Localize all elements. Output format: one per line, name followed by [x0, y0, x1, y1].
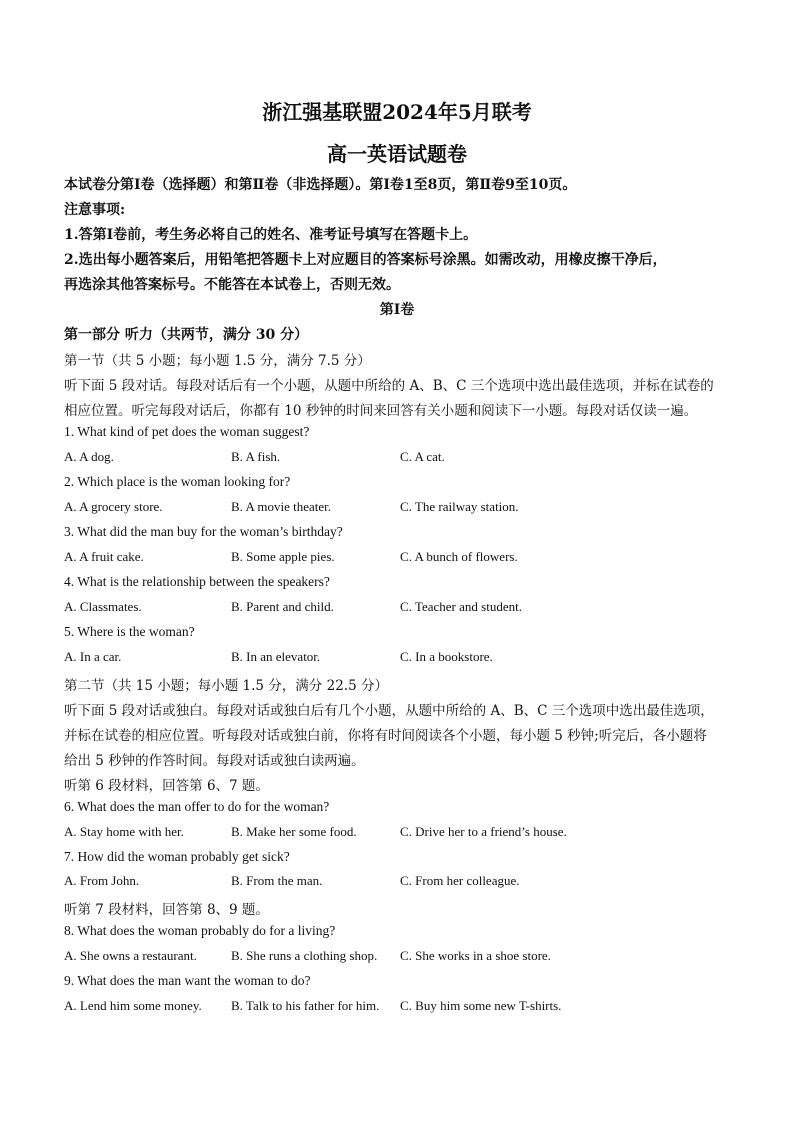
q3-option-a: A. A fruit cake. [64, 549, 144, 564]
part1-heading: 第一部分 听力（共两节，满分 30 分） [64, 327, 309, 343]
notes-heading: 注意事项: [64, 202, 126, 218]
q2-option-a: A. A grocery store. [64, 499, 163, 514]
q9-option-a: A. Lend him some money. [64, 998, 202, 1013]
question-4: 4. What is the relationship between the speakers? [64, 574, 330, 589]
paper-structure: 本试卷分第Ⅰ卷（选择题）和第Ⅱ卷（非选择题）。第Ⅰ卷1至8页，第Ⅱ卷9至10页。 [64, 177, 577, 193]
q9-option-c: C. Buy him some new T-shirts. [400, 998, 562, 1013]
question-9: 9. What does the man want the woman to do? [64, 973, 311, 988]
question-8: 8. What does the woman probably do for a living? [64, 923, 336, 938]
note-2-line-2: 再选涂其他答案标号。不能答在本试卷上，否则无效。 [64, 277, 400, 293]
question-2: 2. Which place is the woman looking for? [64, 474, 291, 489]
section2-instr-1: 听下面 5 段对话或独白。每段对话或独白后有几个小题，从题中所给的 A、B、C 三个选项中选出最佳选项， [64, 703, 714, 719]
note-2-line-1: 2.选出每小题答案后，用铅笔把答题卡上对应题目的答案标号涂黑。如需改动，用橡皮擦干净后， [64, 252, 667, 268]
question-3: 3. What did the man buy for the woman’s birthday? [64, 524, 343, 539]
q4-option-b: B. Parent and child. [231, 599, 334, 614]
section1-heading: 第一节（共 5 小题；每小题 1.5 分，满分 7.5 分） [64, 353, 371, 369]
volume-label: 第Ⅰ卷 [379, 302, 415, 318]
exam-title: 浙江强基联盟2024年5月联考 [262, 100, 532, 124]
question-1: 1. What kind of pet does the woman suggest? [64, 424, 310, 439]
section2-heading: 第二节（共 15 小题；每小题 1.5 分，满分 22.5 分） [64, 678, 388, 694]
q7-option-a: A. From John. [64, 873, 140, 888]
q8-option-c: C. She works in a shoe store. [400, 948, 551, 963]
q9-option-b: B. Talk to his father for him. [231, 998, 380, 1013]
q6-option-b: B. Make her some food. [231, 824, 357, 839]
q3-option-b: B. Some apple pies. [231, 549, 335, 564]
q8-option-b: B. She runs a clothing shop. [231, 948, 378, 963]
section2-instr-2: 并标在试卷的相应位置。听每段对话或独白前，你将有时间阅读各个小题，每小题 5 秒钟;听完后，各小题将 [64, 728, 707, 744]
q4-option-c: C. Teacher and student. [400, 599, 522, 614]
q5-option-b: B. In an elevator. [231, 649, 321, 664]
q8-option-a: A. She owns a restaurant. [64, 948, 197, 963]
q3-option-c: C. A bunch of flowers. [400, 549, 518, 564]
q6-option-a: A. Stay home with her. [64, 824, 184, 839]
q5-option-a: A. In a car. [64, 649, 122, 664]
q2-option-b: B. A movie theater. [231, 499, 332, 514]
note-1: 1.答第Ⅰ卷前，考生务必将自己的姓名、准考证号填写在答题卡上。 [64, 227, 478, 243]
exam-subtitle: 高一英语试题卷 [327, 142, 467, 166]
q1-option-b: B. A fish. [231, 449, 281, 464]
section2-instr-3: 给出 5 秒钟的作答时间。每段对话或独白读两遍。 [64, 753, 365, 769]
question-7: 7. How did the woman probably get sick? [64, 849, 290, 864]
q1-option-a: A. A dog. [64, 449, 114, 464]
question-5: 5. Where is the woman? [64, 624, 195, 639]
q2-option-c: C. The railway station. [400, 499, 519, 514]
q7-option-c: C. From her colleague. [400, 873, 520, 888]
q6-option-c: C. Drive her to a friend’s house. [400, 824, 567, 839]
q7-option-b: B. From the man. [231, 873, 323, 888]
material-6-note: 听第 6 段材料，回答第 6、7 题。 [64, 778, 269, 794]
material-7-note: 听第 7 段材料，回答第 8、9 题。 [64, 902, 269, 918]
q1-option-c: C. A cat. [400, 449, 445, 464]
section1-instr-1: 听下面 5 段对话。每段对话后有一个小题，从题中所给的 A、B、C 三个选项中选出最佳选项，并标在试卷的 [64, 378, 714, 394]
q4-option-a: A. Classmates. [64, 599, 142, 614]
question-6: 6. What does the man offer to do for the woman? [64, 799, 330, 814]
section1-instr-2: 相应位置。听完每段对话后，你都有 10 秒钟的时间来回答有关小题和阅读下一小题。每段对话仅读一遍。 [64, 403, 698, 419]
q5-option-c: C. In a bookstore. [400, 649, 493, 664]
